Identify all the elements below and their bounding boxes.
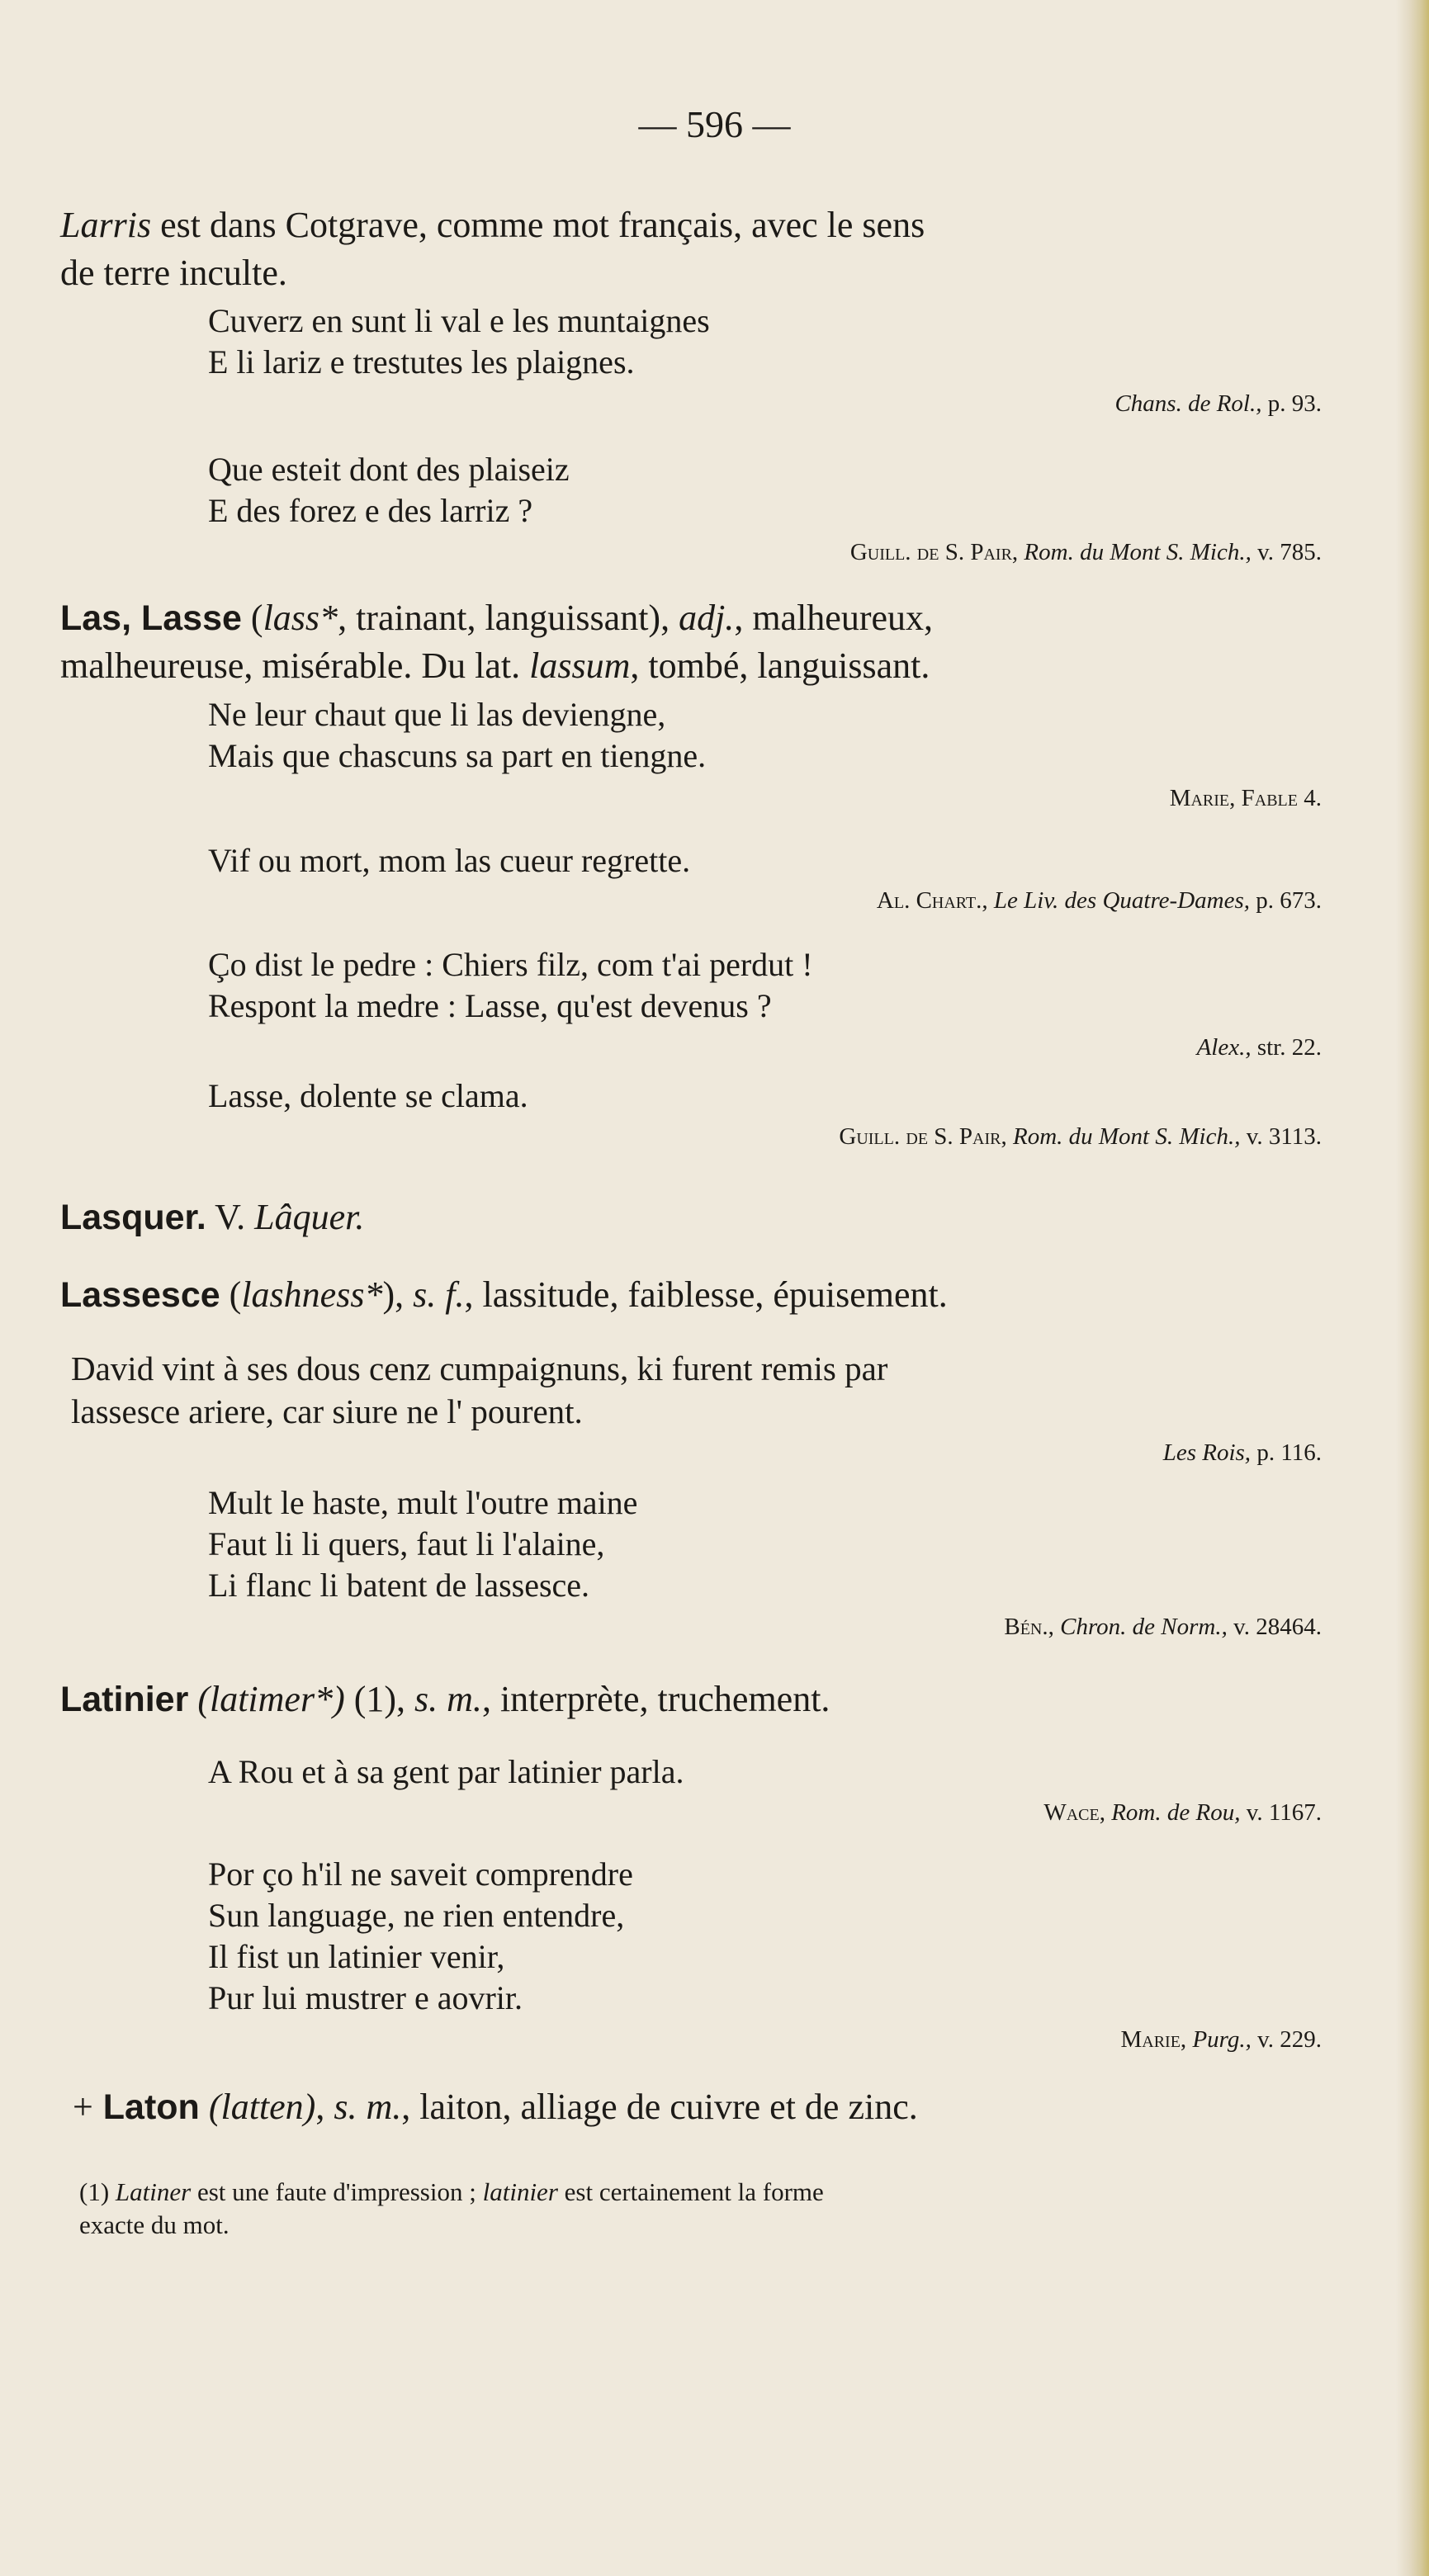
citation: Al. Chart., Le Liv. des Quatre-Dames, p. 673.: [876, 887, 1322, 914]
footnote: (1) Latiner est une faute d'impression ; latinier est certainement la forme exacte du mot.: [79, 2177, 824, 2239]
citation: Guill. de S. Pair, Rom. du Mont S. Mich., v. 785.: [849, 539, 1322, 565]
addition-mark: +: [73, 2087, 93, 2127]
citation: Wace, Rom. de Rou, v. 1167.: [1043, 1799, 1322, 1826]
entry-laton: + Laton (latten), s. m., laiton, alliage de cuivre et de zinc.: [73, 2087, 918, 2127]
headword-larris: Larris: [60, 205, 152, 245]
quote-las-3: Ço dist le pedre : Chiers filz, com t'ai perdut ! Respont la medre : Lasse, qu'est devenus ?: [208, 946, 813, 1024]
headword-latinier: Latinier: [60, 1680, 189, 1719]
quote-latinier-2: Por ço h'il ne saveit comprendre Sun language, ne rien entendre, Il fist un latinier venir, Pur lui mustrer e aovrir.: [208, 1855, 633, 2016]
quote-larris-2: Que esteit dont des plaiseiz E des forez e des larriz ?: [208, 451, 570, 529]
entry-larris: Larris est dans Cotgrave, comme mot français, avec le sens de terre inculte.: [60, 205, 925, 293]
quote-larris-1: Cuverz en sunt li val e les muntaignes E li lariz e trestutes les plaignes.: [208, 302, 710, 380]
headword-lassesce: Lassesce: [60, 1275, 220, 1315]
quote-lassesce-1: David vint à ses dous cenz cumpaignuns, ki furent remis par lassesce ariere, car siure ne l' pourent.: [71, 1349, 888, 1430]
citation: Bén., Chron. de Norm., v. 28464.: [1004, 1614, 1322, 1640]
headword-lasquer: Lasquer.: [60, 1198, 206, 1237]
entry-lasquer: Lasquer. V. Lâquer.: [60, 1197, 365, 1237]
quote-las-4: Lasse, dolente se clama.: [208, 1077, 528, 1114]
quote-lassesce-2: Mult le haste, mult l'outre maine Faut li li quers, faut li l'alaine, Li flanc li batent de lassesce.: [208, 1484, 638, 1604]
citation: Guill. de S. Pair, Rom. du Mont S. Mich., v. 3113.: [839, 1123, 1322, 1150]
headword-las: Las, Lasse: [60, 598, 242, 638]
entry-las: Las, Lasse (lass*, trainant, languissant), adj., malheureux, malheureuse, misérable. Du lat. lassum, tombé, languissant.: [60, 598, 934, 686]
page-edge: [1396, 0, 1429, 2576]
citation: Les Rois, p. 116.: [1162, 1439, 1322, 1466]
citation: Alex., str. 22.: [1196, 1034, 1322, 1061]
quote-latinier-1: A Rou et à sa gent par latinier parla.: [208, 1753, 684, 1790]
quote-las-1: Ne leur chaut que li las deviengne, Mais que chascuns sa part en tiengne.: [208, 696, 707, 774]
citation: Marie, Purg., v. 229.: [1120, 2026, 1322, 2053]
entry-lassesce: Lassesce (lashness*), s. f., lassitude, faiblesse, épuisement.: [60, 1274, 948, 1315]
page-number: — 596 —: [638, 103, 791, 145]
quote-las-2: Vif ou mort, mom las cueur regrette.: [208, 842, 691, 879]
entry-latinier: Latinier (latimer*) (1), s. m., interprète, truchement.: [60, 1679, 830, 1719]
citation: Chans. de Rol., p. 93.: [1114, 390, 1322, 417]
headword-laton: Laton: [92, 2087, 200, 2127]
citation: Marie, Fable 4.: [1169, 785, 1322, 811]
